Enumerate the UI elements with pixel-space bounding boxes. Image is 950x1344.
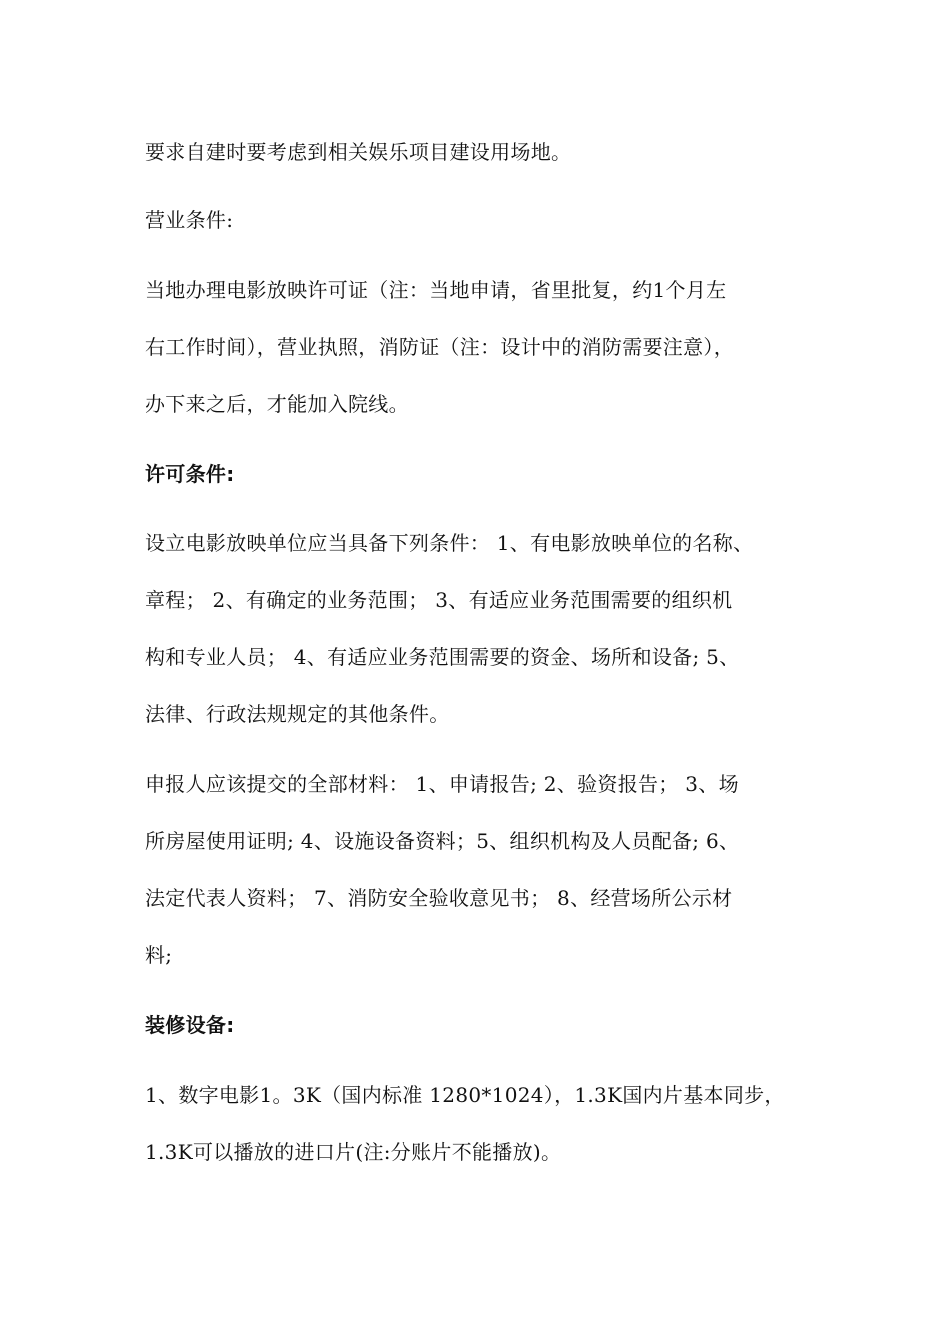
text-line: 1.3K可以播放的进口片(注:分账片不能播放)。 [145,1140,562,1164]
text-line: 1、数字电影1。3K（国内标准 1280*1024），1.3K国内片基本同步， [145,1083,785,1107]
text-line: 办下来之后，才能加入院线。 [145,392,409,416]
paragraph-required-materials [145,756,815,984]
text-line: 法律、行政法规规定的其他条件。 [145,702,450,726]
text-line: 营业条件: [145,208,234,232]
text-line: 当地办理电影放映许可证（注：当地申请，省里批复，约1个月左 [145,278,727,302]
section-heading: 装修设备: [145,1013,235,1037]
text-line: 右工作时间），营业执照，消防证（注：设计中的消防需要注意）， [145,335,734,359]
text-line: 构和专业人员； 4、有适应业务范围需要的资金、场所和设备; 5、 [145,645,740,669]
text-line: 设立电影放映单位应当具备下列条件： 1、有电影放映单位的名称、 [145,531,754,555]
text-line: 法定代表人资料； 7、消防安全验收意见书； 8、经营场所公示材 [145,886,733,910]
heading-license-conditions [145,446,815,503]
text-line: 料; [145,943,173,967]
paragraph-venue-requirement [145,124,815,181]
section-heading: 许可条件: [145,462,235,486]
paragraph-business-conditions-label [145,192,815,249]
paragraph-business-conditions [145,262,815,433]
heading-decoration-equipment [145,997,815,1054]
paragraph-digital-cinema [145,1067,815,1181]
paragraph-license-conditions [145,515,815,743]
text-line: 要求自建时要考虑到相关娱乐项目建设用场地。 [145,140,572,164]
text-line: 章程； 2、有确定的业务范围； 3、有适应业务范围需要的组织机 [145,588,733,612]
text-line: 申报人应该提交的全部材料： 1、申请报告; 2、验资报告； 3、场 [145,772,739,796]
text-line: 所房屋使用证明; 4、设施设备资料；5、组织机构及人员配备; 6、 [145,829,740,853]
